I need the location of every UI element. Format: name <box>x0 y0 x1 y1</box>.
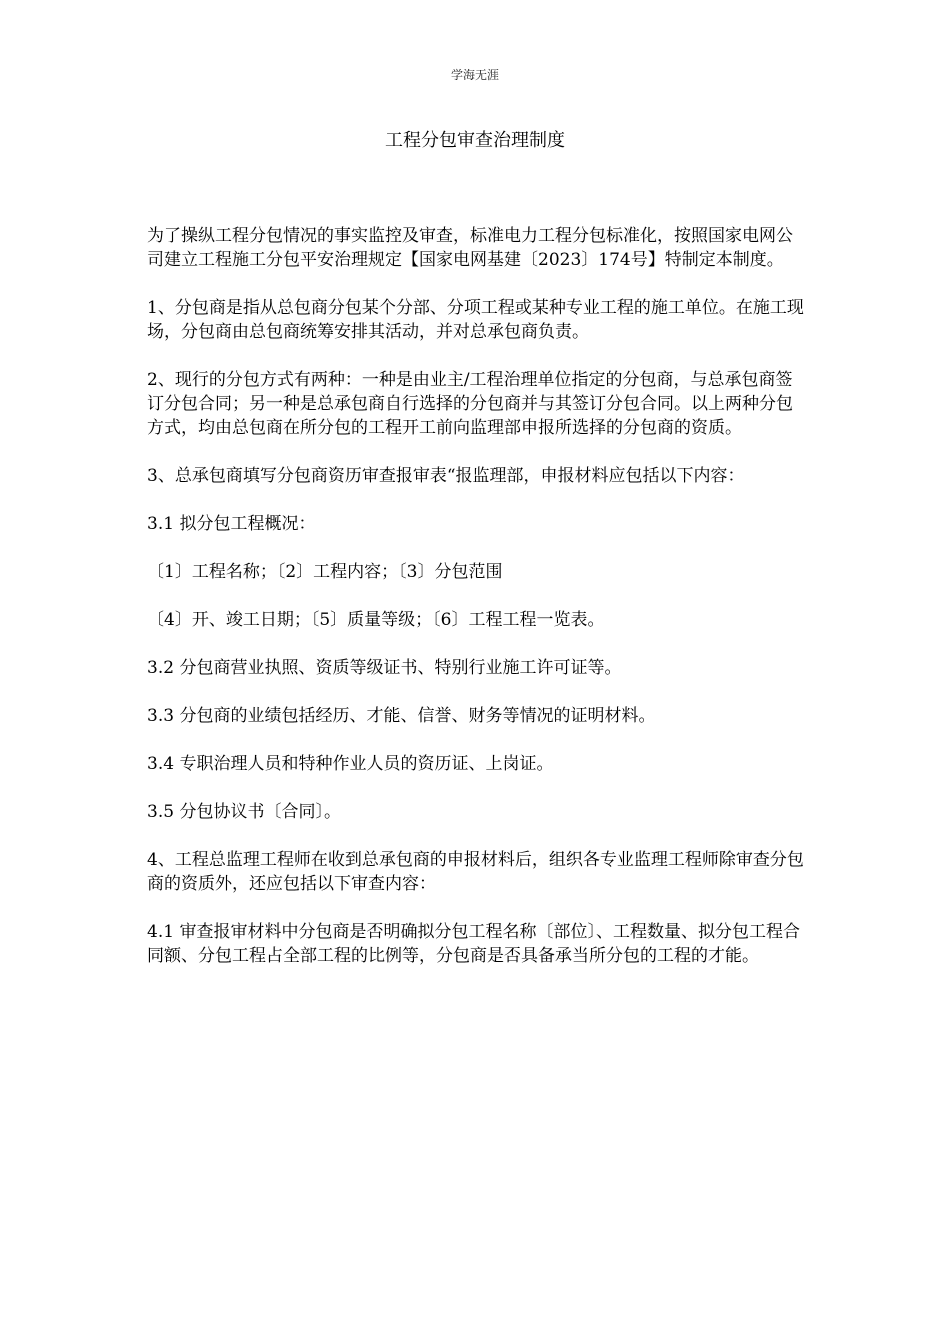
paragraph-intro: 为了操纵工程分包情况的事实监控及审查，标准电力工程分包标准化，按照国家电网公司建立工程施工分包平安治理规定【国家电网基建〔2023〕174号】特制定本制度。 <box>147 226 793 270</box>
paragraph-3-1-items-a: 〔1〕工程名称；〔2〕工程内容；〔3〕分包范围 <box>147 562 503 582</box>
paragraph-3-5: 3.5 分包协议书〔合同〕。 <box>147 802 341 822</box>
paragraph-2: 2、现行的分包方式有两种：一种是由业主/工程治理单位指定的分包商，与总承包商签订分包合同；另一种是总承包商自行选择的分包商并与其签订分包合同。以上两种分包方式，均由总包商在所分包的工程开工前向监理部申报所选择的分包商的资质。 <box>147 370 793 438</box>
paragraph-3-2: 3.2 分包商营业执照、资质等级证书、特别行业施工许可证等。 <box>147 658 622 678</box>
document-body <box>147 224 807 992</box>
paragraph-3-3: 3.3 分包商的业绩包括经历、才能、信誉、财务等情况的证明材料。 <box>147 706 656 726</box>
paragraph-3: 3、总承包商填写分包商资历审查报审表“报监理部，申报材料应包括以下内容： <box>147 466 745 486</box>
paragraph-4-1: 4.1 审查报审材料中分包商是否明确拟分包工程名称〔部位〕、工程数量、拟分包工程合同额、分包工程占全部工程的比例等，分包商是否具备承当所分包的工程的才能。 <box>147 922 800 966</box>
paragraph-3-1-items-b: 〔4〕开、竣工日期；〔5〕质量等级；〔6〕工程工程一览表。 <box>147 610 605 630</box>
page-header: 学海无涯 <box>450 68 499 82</box>
paragraph-3-1: 3.1 拟分包工程概况： <box>147 514 316 534</box>
document-title: 工程分包审查治理制度 <box>385 130 565 151</box>
paragraph-3-4: 3.4 专职治理人员和特种作业人员的资历证、上岗证。 <box>147 754 554 774</box>
paragraph-1: 1、分包商是指从总包商分包某个分部、分项工程或某种专业工程的施工单位。在施工现场，分包商由总包商统筹安排其活动，并对总承包商负责。 <box>147 298 804 342</box>
paragraph-4: 4、工程总监理工程师在收到总承包商的申报材料后，组织各专业监理工程师除审查分包商的资质外，还应包括以下审查内容： <box>147 850 804 894</box>
